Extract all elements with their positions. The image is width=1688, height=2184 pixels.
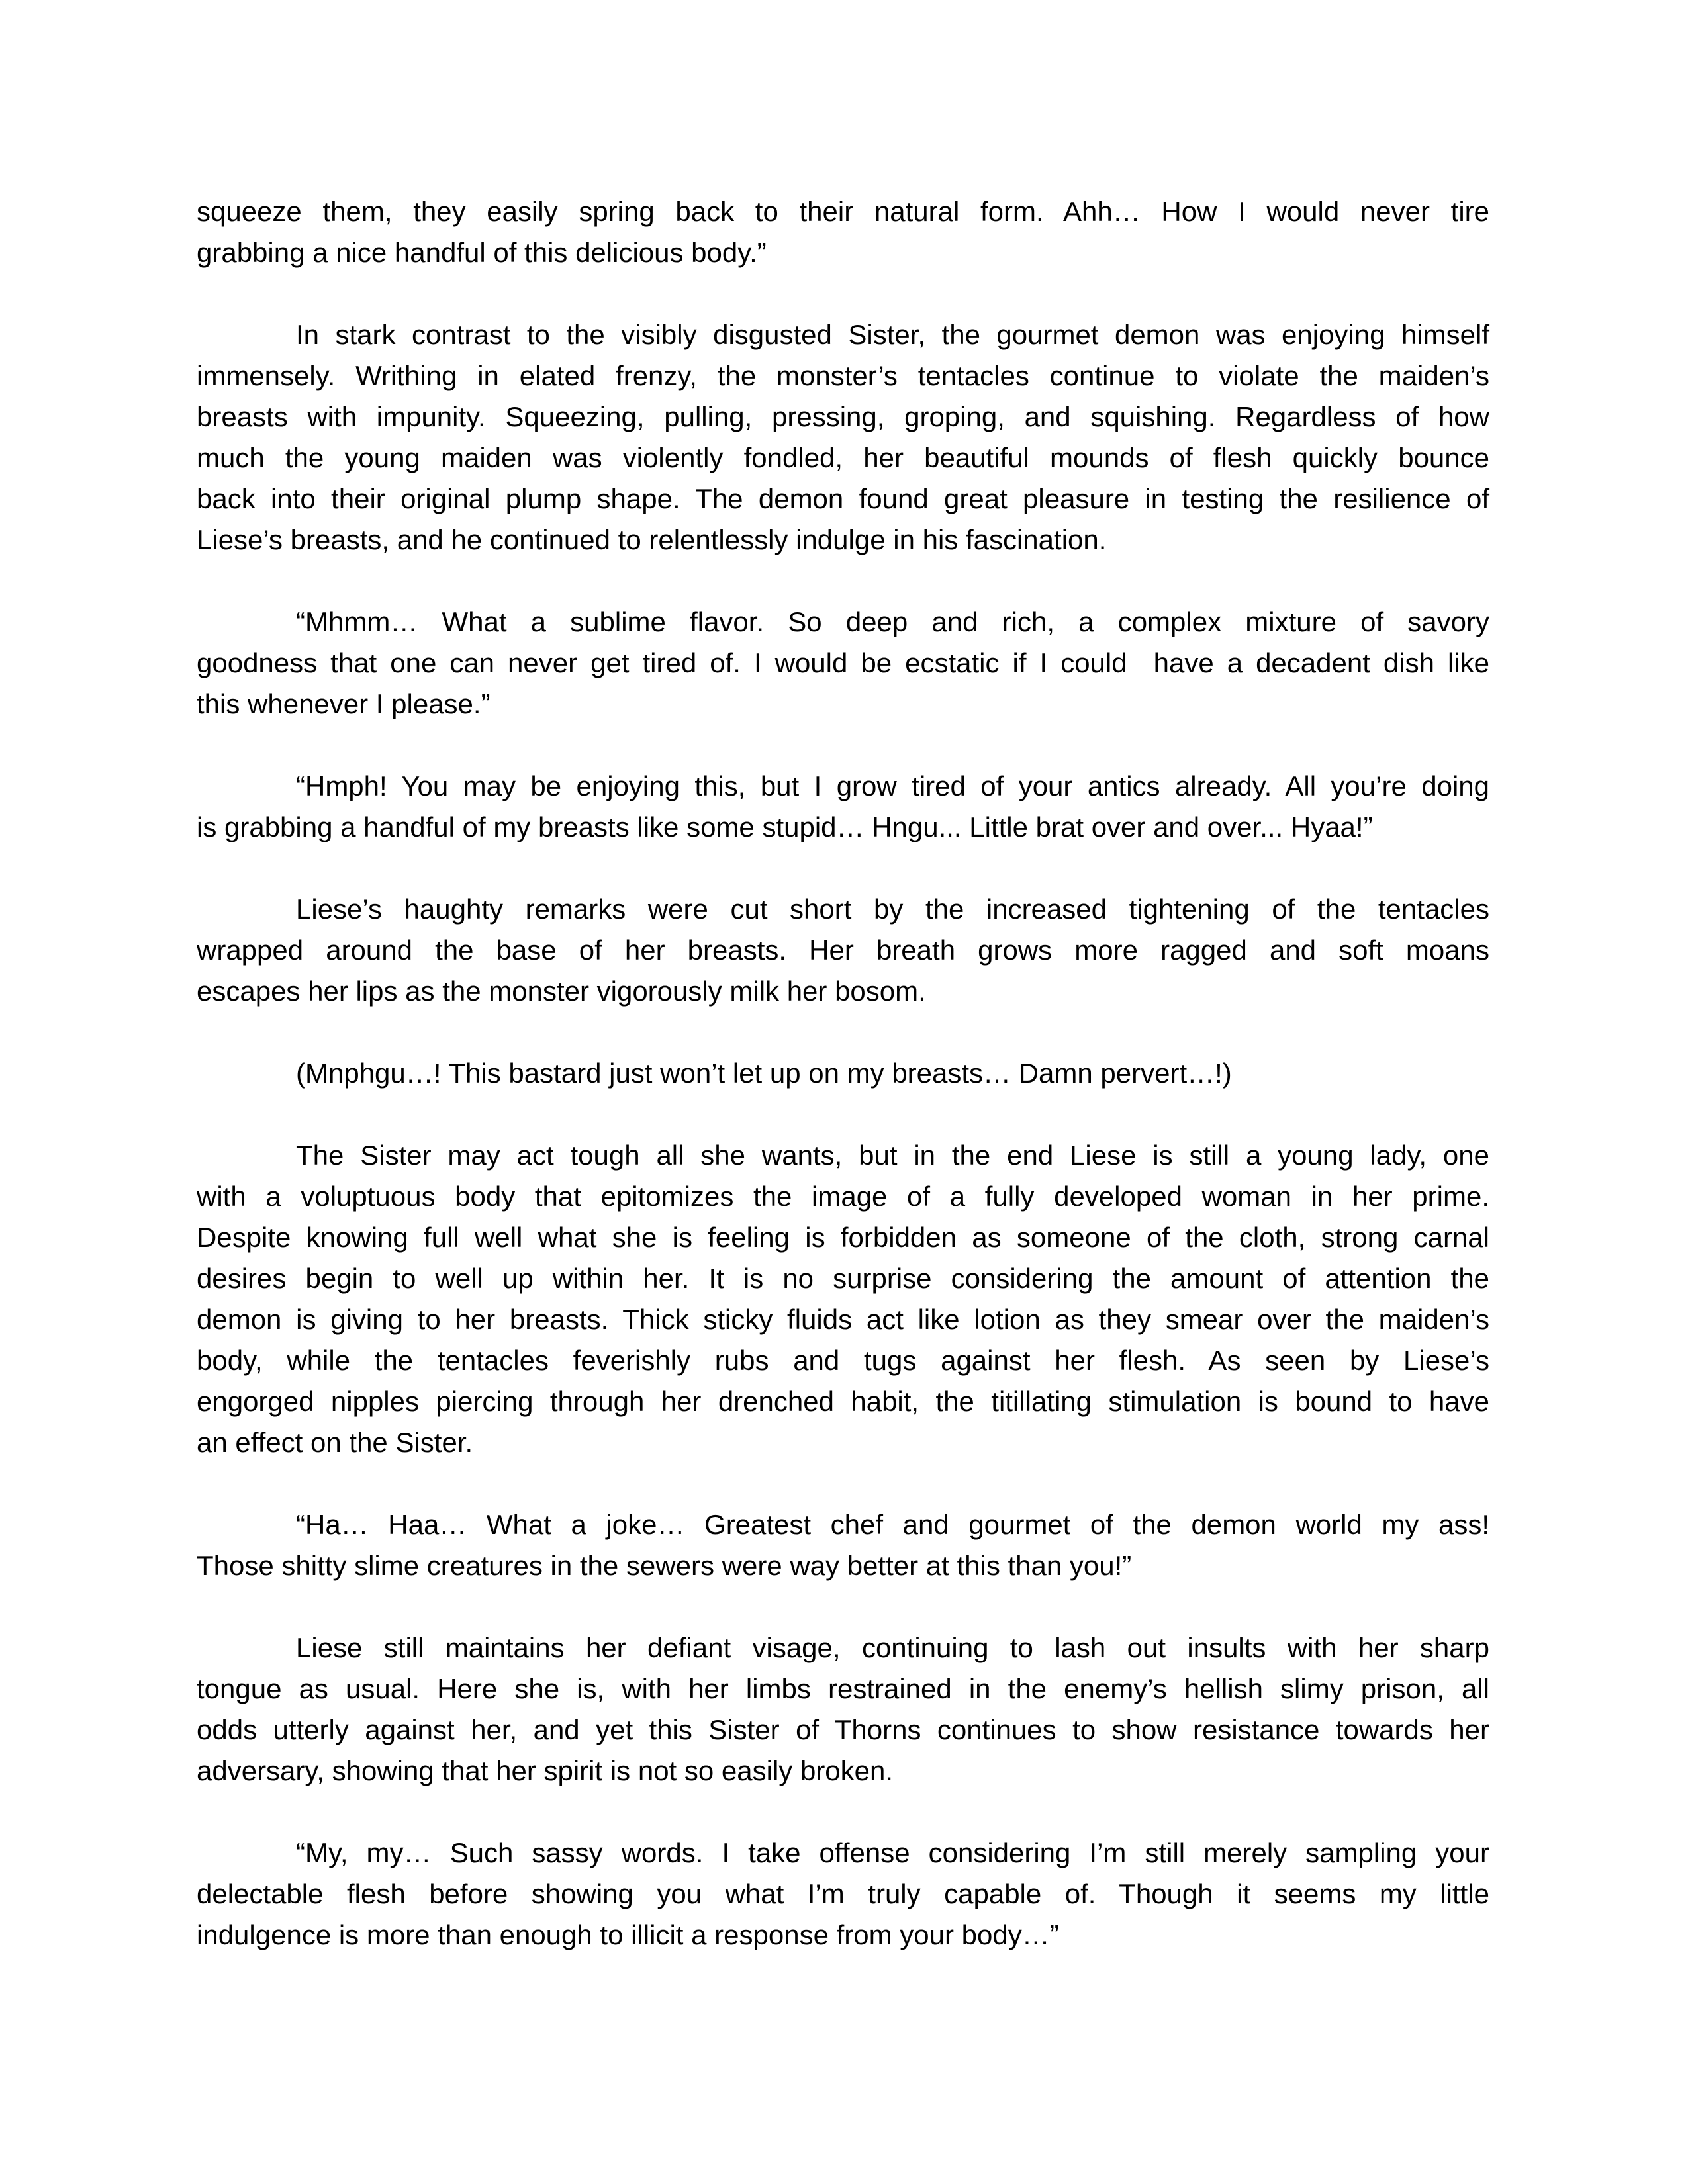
text-line: is grabbing a handful of my breasts like some stupid… Hngu... Little brat over and over... Hyaa!” [197, 811, 1373, 842]
paragraph [197, 602, 1489, 725]
paragraph [197, 1833, 1489, 1956]
paragraph [197, 1627, 1489, 1792]
paragraph [197, 889, 1489, 1012]
text-line: indulgence is more than enough to illicit a response from your body…” [197, 1919, 1059, 1950]
text-line: odds utterly against her, and yet this Sister of Thorns continues to show resistance towards her [197, 1714, 1489, 1745]
text-line: In stark contrast to the visibly disgusted Sister, the gourmet demon was enjoying himself [296, 319, 1489, 350]
text-line: back into their original plump shape. The demon found great pleasure in testing the resilience of [197, 483, 1489, 514]
paragraph [197, 191, 1489, 273]
text-line: Liese still maintains her defiant visage, continuing to lash out insults with her sharp [296, 1632, 1489, 1663]
text-line: this whenever I please.” [197, 688, 491, 719]
text-line: squeeze them, they easily spring back to their natural form. Ahh… How I would never tire [197, 196, 1489, 227]
text-line: Liese’s breasts, and he continued to relentlessly indulge in his fascination. [197, 524, 1107, 555]
text-line: “My, my… Such sassy words. I take offense considering I’m still merely sampling your [296, 1837, 1489, 1868]
text-line: breasts with impunity. Squeezing, pulling, pressing, groping, and squishing. Regardless of how [197, 401, 1489, 432]
text-line: grabbing a nice handful of this delicious body.” [197, 237, 767, 268]
text-line: “Hmph! You may be enjoying this, but I grow tired of your antics already. All you’re doing [296, 770, 1489, 801]
paragraph [197, 1053, 1489, 1094]
text-line: Despite knowing full well what she is feeling is forbidden as someone of the cloth, strong carnal [197, 1222, 1489, 1253]
text-line: much the young maiden was violently fondled, her beautiful mounds of flesh quickly bounce [197, 442, 1489, 473]
document-body [197, 191, 1489, 1956]
text-line: delectable flesh before showing you what I’m truly capable of. Though it seems my little [197, 1878, 1489, 1909]
text-line: The Sister may act tough all she wants, but in the end Liese is still a young lady, one [296, 1140, 1489, 1171]
paragraph [197, 314, 1489, 561]
text-line: tongue as usual. Here she is, with her limbs restrained in the enemy’s hellish slimy prison, all [197, 1673, 1489, 1704]
text-line: “Mhmm… What a sublime flavor. So deep and rich, a complex mixture of savory [296, 606, 1489, 637]
paragraph [197, 1504, 1489, 1586]
text-line: (Mnphgu…! This bastard just won’t let up on my breasts… Damn pervert…!) [296, 1058, 1232, 1089]
text-line: goodness that one can never get tired of. I would be ecstatic if I could have a decadent dish like [197, 647, 1489, 678]
text-line: “Ha… Haa… What a joke… Greatest chef and gourmet of the demon world my ass! [296, 1509, 1489, 1540]
text-line: escapes her lips as the monster vigorously milk her bosom. [197, 976, 926, 1007]
text-line: body, while the tentacles feverishly rubs and tugs against her flesh. As seen by Liese’s [197, 1345, 1489, 1376]
text-line: Liese’s haughty remarks were cut short by the increased tightening of the tentacles [296, 893, 1489, 925]
text-line: with a voluptuous body that epitomizes the image of a fully developed woman in her prime. [197, 1181, 1489, 1212]
text-line: an effect on the Sister. [197, 1427, 473, 1458]
text-line: wrapped around the base of her breasts. Her breath grows more ragged and soft moans [197, 934, 1489, 966]
text-line: immensely. Writhing in elated frenzy, the monster’s tentacles continue to violate the maiden’s [197, 360, 1489, 391]
text-line: demon is giving to her breasts. Thick sticky fluids act like lotion as they smear over the maiden’s [197, 1304, 1489, 1335]
paragraph [197, 1135, 1489, 1463]
text-line: engorged nipples piercing through her drenched habit, the titillating stimulation is bound to have [197, 1386, 1489, 1417]
paragraph [197, 766, 1489, 848]
text-line: desires begin to well up within her. It is no surprise considering the amount of attention the [197, 1263, 1489, 1294]
text-line: adversary, showing that her spirit is not so easily broken. [197, 1755, 894, 1786]
text-line: Those shitty slime creatures in the sewers were way better at this than you!” [197, 1550, 1132, 1581]
